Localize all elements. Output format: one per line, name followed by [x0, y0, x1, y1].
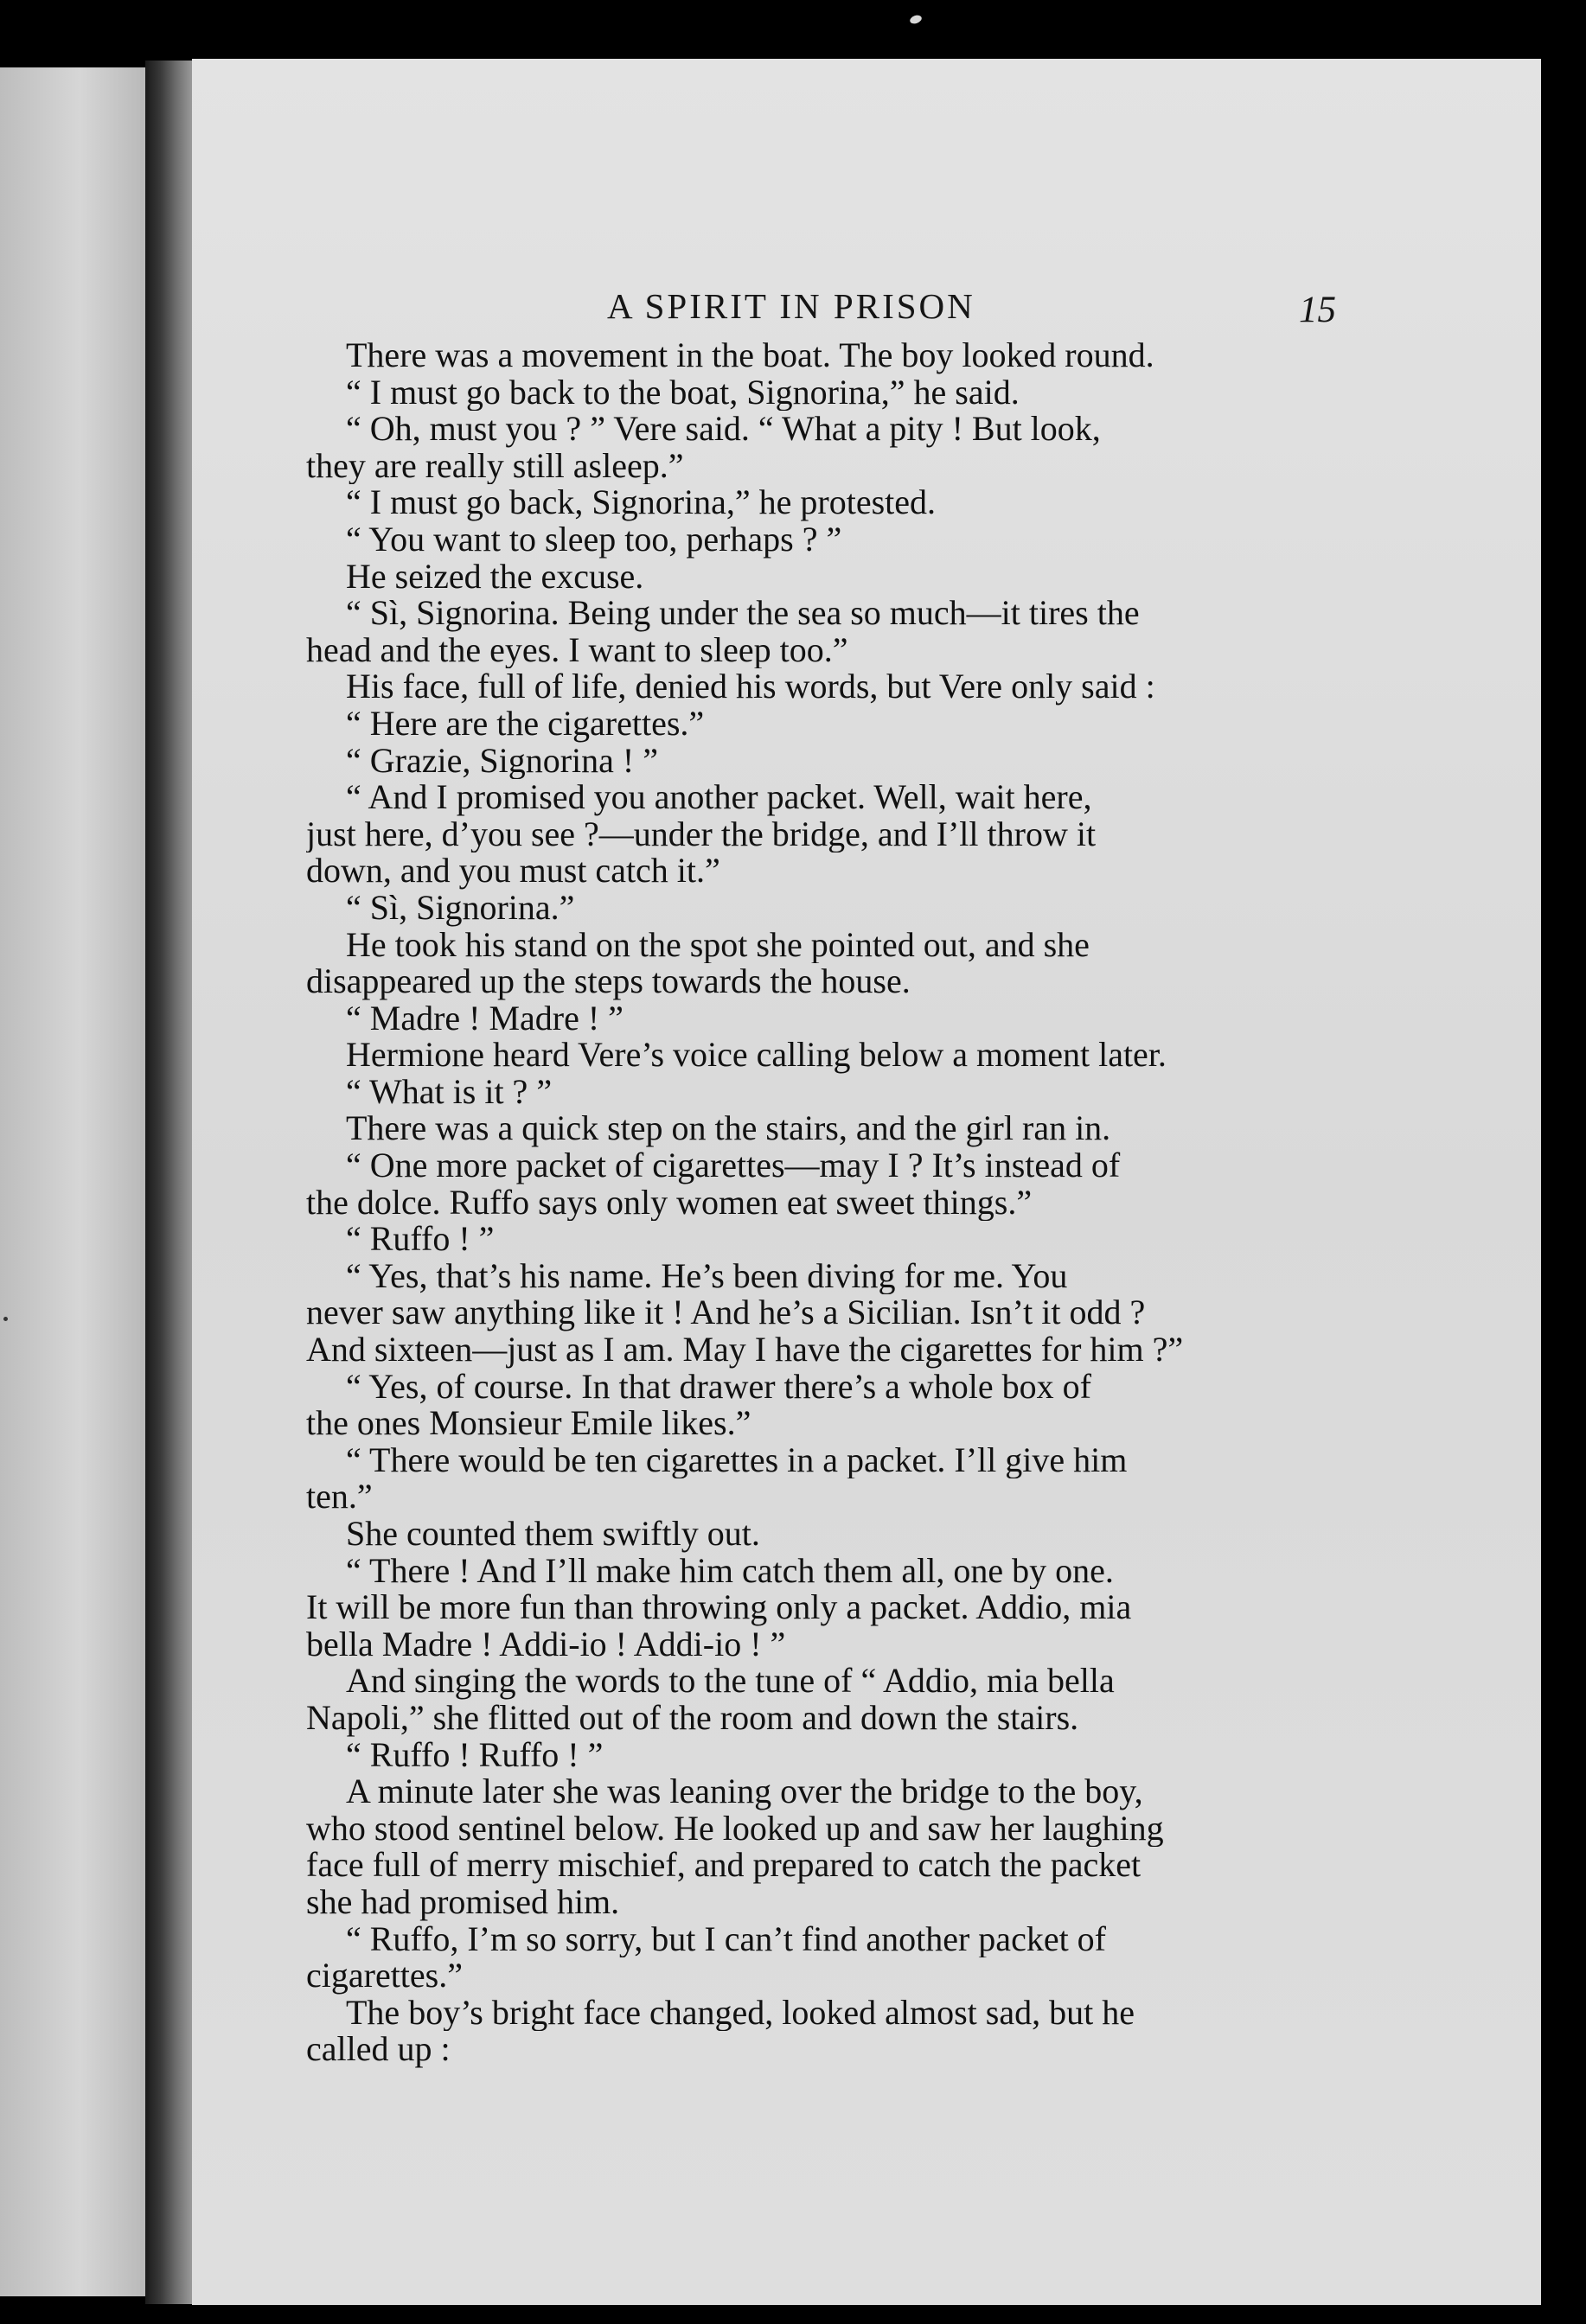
- text-line: It will be more fun than throwing only a packet. Addio, mia: [306, 1589, 1132, 1626]
- book-gutter: [145, 61, 197, 2304]
- text-line: disappeared up the steps towards the house.: [306, 963, 911, 1000]
- text-line: they are really still asleep.”: [306, 447, 684, 485]
- previous-page-edge: [0, 67, 145, 2296]
- body-text: [306, 337, 1327, 2068]
- text-line: called up :: [306, 2031, 451, 2068]
- text-line: “ Madre ! Madre ! ”: [346, 999, 624, 1038]
- text-line: she had promised him.: [306, 1883, 620, 1921]
- page-number: 15: [1299, 290, 1336, 330]
- text-line: He seized the excuse.: [346, 558, 644, 596]
- text-line: And singing the words to the tune of “ Addio, mia bella: [346, 1663, 1115, 1700]
- text-line: “ Here are the cigarettes.”: [346, 705, 705, 743]
- text-line: “ Ruffo ! ”: [346, 1221, 495, 1258]
- text-line: “ I must go back, Signorina,” he protested.: [346, 484, 937, 521]
- running-title: A SPIRIT IN PRISON: [607, 286, 975, 326]
- text-line: head and the eyes. I want to sleep too.”: [306, 631, 848, 669]
- book-page: [192, 59, 1541, 2305]
- text-line: “ Sì, Signorina. Being under the sea so much—it tires the: [346, 595, 1140, 632]
- text-line: His face, full of life, denied his words, but Vere only said :: [346, 668, 1155, 706]
- page-header: [192, 285, 1541, 337]
- text-line: “ One more packet of cigarettes—may I ? It’s instead of: [346, 1147, 1121, 1184]
- scan-speck: [909, 14, 923, 25]
- scan-speck: [3, 1317, 8, 1321]
- text-line: “ There would be ten cigarettes in a packet. I’ll give him: [346, 1441, 1128, 1479]
- text-line: “ Ruffo, I’m so sorry, but I can’t find another packet of: [346, 1920, 1107, 1958]
- text-line: “ Yes, that’s his name. He’s been diving for me. You: [346, 1257, 1068, 1295]
- text-line: who stood sentinel below. He looked up and saw her laughing: [306, 1810, 1164, 1848]
- text-line: ten.”: [306, 1478, 373, 1516]
- text-line: A minute later she was leaning over the bridge to the boy,: [346, 1773, 1143, 1810]
- text-line: “ Yes, of course. In that drawer there’s a whole box of: [346, 1368, 1091, 1406]
- text-line: Hermione heard Vere’s voice calling below a moment later.: [346, 1037, 1167, 1074]
- text-line: “ Grazie, Signorina ! ”: [346, 742, 658, 780]
- text-line: The boy’s bright face changed, looked almost sad, but he: [346, 1994, 1135, 2032]
- text-line: And sixteen—just as I am. May I have the cigarettes for him ?”: [306, 1331, 1184, 1369]
- text-line: There was a movement in the boat. The boy looked round.: [346, 337, 1154, 374]
- text-line: cigarettes.”: [306, 1957, 463, 1995]
- text-line: “ Oh, must you ? ” Vere said. “ What a pity ! But look,: [346, 411, 1101, 448]
- text-line: She counted them swiftly out.: [346, 1516, 760, 1553]
- text-line: “ You want to sleep too, perhaps ? ”: [346, 520, 842, 559]
- text-line: Napoli,” she flitted out of the room and down the stairs.: [306, 1699, 1079, 1737]
- text-line: He took his stand on the spot she pointed out, and she: [346, 926, 1090, 964]
- text-line: the dolce. Ruffo says only women eat sweet things.”: [306, 1184, 1033, 1222]
- text-line: never saw anything like it ! And he’s a Sicilian. Isn’t it odd ?: [306, 1294, 1146, 1332]
- text-line: “ And I promised you another packet. Well, wait here,: [346, 779, 1092, 816]
- text-line: bella Madre ! Addi-io ! Addi-io ! ”: [306, 1625, 786, 1663]
- text-line: face full of merry mischief, and prepared to catch the packet: [306, 1847, 1142, 1884]
- text-line: “ I must go back to the boat, Signorina,” he said.: [346, 374, 1020, 412]
- text-line: “ Ruffo ! Ruffo ! ”: [346, 1736, 604, 1774]
- text-line: “ What is it ? ”: [346, 1073, 553, 1111]
- text-line: down, and you must catch it.”: [306, 852, 720, 890]
- text-line: There was a quick step on the stairs, and the girl ran in.: [346, 1110, 1111, 1148]
- text-line: “ There ! And I’ll make him catch them all, one by one.: [346, 1552, 1114, 1590]
- text-line: just here, d’you see ?—under the bridge, and I’ll throw it: [306, 815, 1097, 853]
- text-line: the ones Monsieur Emile likes.”: [306, 1405, 751, 1442]
- text-line: “ Sì, Signorina.”: [346, 889, 575, 927]
